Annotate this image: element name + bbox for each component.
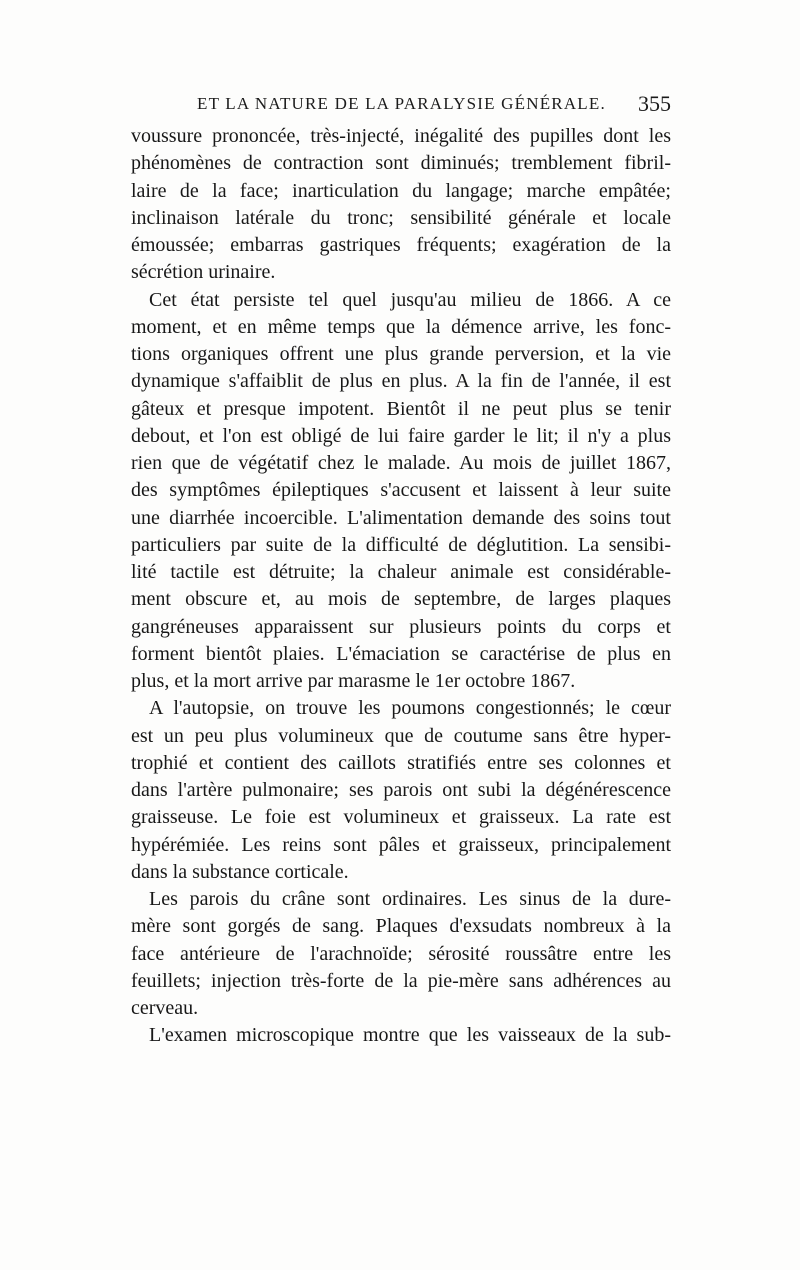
text-line: trophié et contient des caillots stratifiés entre ses colonnes et [131,751,671,774]
text-line: dans l'artère pulmonaire; ses parois ont subi la dégénérescence [131,779,671,801]
text-line: tions organiques offrent une plus grande perversion, et la vie [131,343,671,365]
text-line: laire de la face; inarticulation du langage; marche empâtée; [131,179,671,202]
running-title: ET LA NATURE DE LA PARALYSIE GÉNÉRALE. [197,94,606,113]
text-line: particuliers par suite de la difficulté de déglutition. La sensibi- [131,533,671,556]
text-line: gangréneuses apparaissent sur plusieurs points du corps et [131,615,671,638]
body-text [131,123,671,1050]
text-line: feuillets; injection très-forte de la pie-mère sans adhérences au [131,969,671,992]
running-head [131,91,671,122]
text-line: gâteux et presque impotent. Bientôt il ne peut plus se tenir [131,397,671,420]
text-line: voussure prononcée, très-injecté, inégalité des pupilles dont les [131,125,671,147]
text-line: sécrétion urinaire. [131,261,276,284]
text-line: ment obscure et, au mois de septembre, de larges plaques [131,588,671,611]
text-line: inclinaison latérale du tronc; sensibilité générale et locale [131,206,671,229]
text-line: Cet état persiste tel quel jusqu'au milieu de 1866. A ce [149,288,671,311]
text-line: graisseuse. Le foie est volumineux et graisseux. La rate est [131,806,671,829]
text-line: des symptômes épileptiques s'accusent et laissent à leur suite [131,479,671,502]
text-line: moment, et en même temps que la démence arrive, les fonc- [131,315,671,338]
text-line: mère sont gorgés de sang. Plaques d'exsudats nombreux à la [131,915,671,938]
text-line: émoussée; embarras gastriques fréquents; exagération de la [131,234,671,256]
text-line: cerveau. [131,997,199,1019]
text-line: plus, et la mort arrive par marasme le 1er octobre 1867. [131,670,576,692]
text-line: L'examen microscopique montre que les vaisseaux de la sub- [149,1024,671,1047]
page-number: 355 [638,91,671,116]
text-line: lité tactile est détruite; la chaleur animale est considérable- [131,561,671,583]
text-line: phénomènes de contraction sont diminués; tremblement fibril- [131,152,671,175]
text-line: A l'autopsie, on trouve les poumons congestionnés; le cœur [149,697,671,720]
text-line: face antérieure de l'arachnoïde; sérosité roussâtre entre les [131,942,671,965]
text-line: une diarrhée incoercible. L'alimentation demande des soins tout [131,506,671,529]
text-line: dans la substance corticale. [131,860,349,883]
text-line: debout, et l'on est obligé de lui faire garder le lit; il n'y a plus [131,424,671,447]
text-line: forment bientôt plaies. L'émaciation se caractérise de plus en [131,642,671,665]
text-line: rien que de végétatif chez le malade. Au mois de juillet 1867, [131,452,671,474]
text-line: Les parois du crâne sont ordinaires. Les sinus de la dure- [149,888,671,910]
text-line: dynamique s'affaiblit de plus en plus. A la fin de l'année, il est [131,370,671,393]
text-line: hypérémiée. Les reins sont pâles et graisseux, principalement [131,833,671,856]
text-line: est un peu plus volumineux que de coutume sans être hyper- [131,724,671,747]
